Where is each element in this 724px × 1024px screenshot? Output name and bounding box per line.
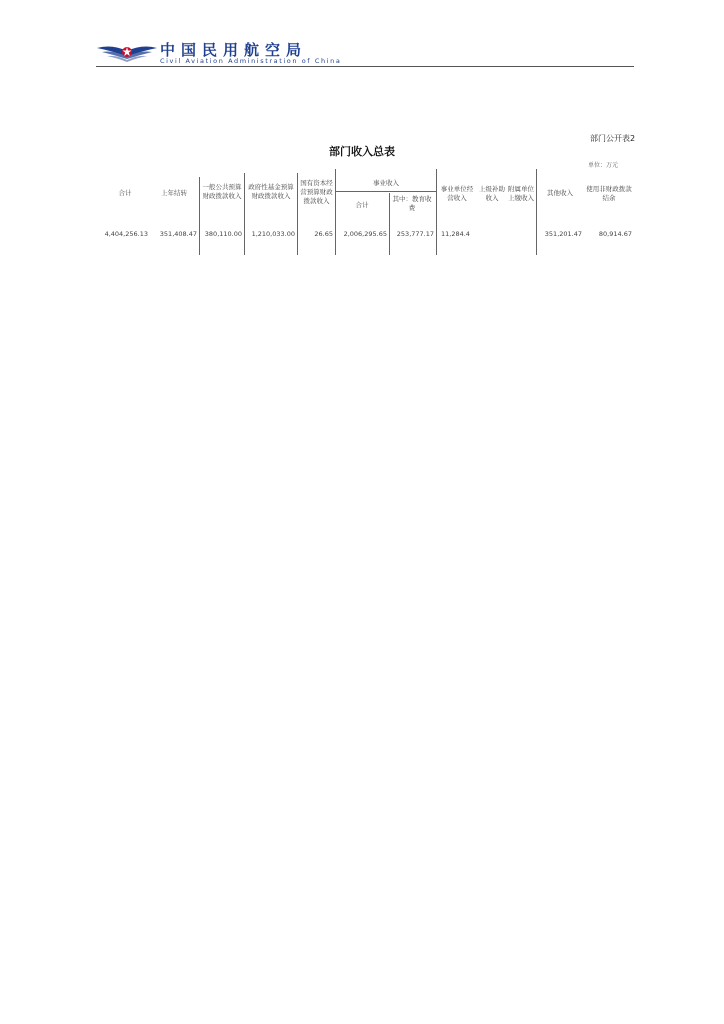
value-general-budget: 380,110.00	[204, 230, 242, 238]
header-carryover: 上年结转	[161, 189, 187, 197]
column-divider	[389, 193, 390, 255]
header-gov-fund: 政府性基金预算财政拨款收入	[248, 183, 294, 200]
header-state-capital: 国有资本经营预算财政拨款收入	[300, 179, 333, 205]
value-business-education-fee: 253,777.17	[396, 230, 434, 238]
header-business-education-fee: 其中：教育收费	[392, 195, 432, 212]
header-affiliated: 附属单位上缴收入	[508, 185, 534, 202]
document-code: 部门公开表2	[590, 134, 636, 143]
column-divider	[244, 173, 245, 255]
column-divider	[436, 169, 437, 255]
value-business-subtotal: 2,006,295.65	[343, 230, 387, 238]
header-subsidy: 上级补助收入	[479, 185, 505, 202]
value-gov-fund: 1,210,033.00	[251, 230, 295, 238]
header-total: 合计	[118, 189, 132, 197]
org-name-cn: 中国民用航空局	[160, 41, 308, 59]
header-other: 其他收入	[547, 189, 573, 197]
value-carryover: 351,408.47	[159, 230, 197, 238]
value-other: 351,201.47	[544, 230, 582, 238]
header-prior-balance: 使用非财政拨款结余	[586, 185, 632, 202]
unit-label: 单位：万元	[588, 162, 619, 169]
column-divider	[297, 173, 298, 255]
header-business-subtotal: 合计	[355, 201, 369, 209]
income-summary-table	[100, 169, 636, 255]
letterhead-divider	[96, 66, 634, 67]
value-state-capital: 26.65	[314, 230, 333, 238]
header-general-budget: 一般公共预算财政拨款收入	[202, 183, 242, 200]
group-divider	[335, 191, 436, 192]
value-prior-balance: 80,914.67	[598, 230, 632, 238]
header-operating: 事业单位经营收入	[440, 185, 474, 202]
column-divider	[199, 177, 200, 255]
document-title: 部门收入总表	[329, 145, 395, 158]
header-business-group: 事业收入	[373, 179, 399, 187]
letterhead	[96, 38, 636, 68]
org-name-en: Civil Aviation Administration of China	[160, 57, 342, 65]
caac-logo-icon	[96, 40, 158, 64]
value-operating: 11,284.4	[441, 230, 470, 238]
value-total: 4,404,256.13	[104, 230, 148, 238]
column-divider	[536, 169, 537, 255]
